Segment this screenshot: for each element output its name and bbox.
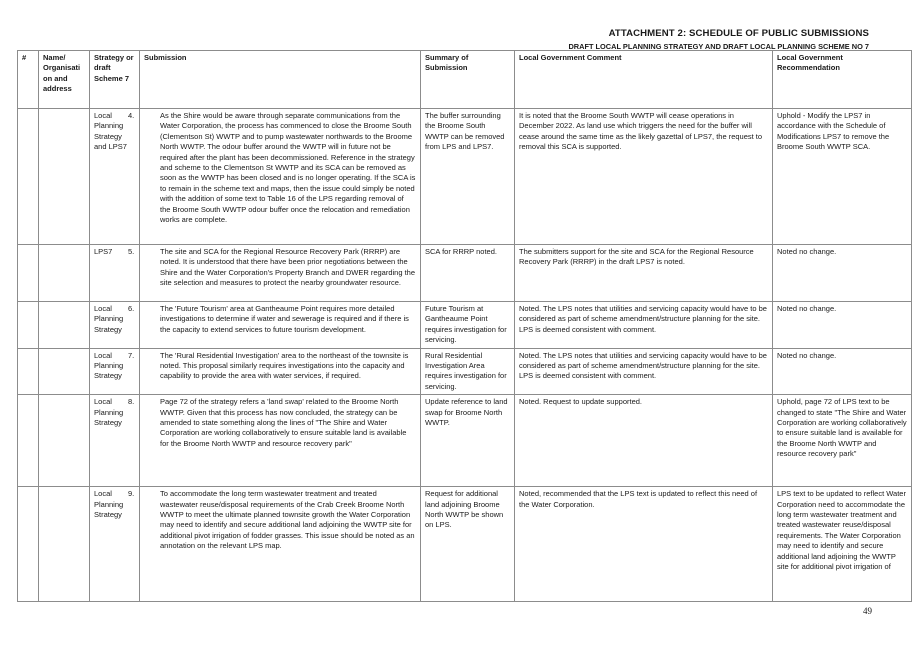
submission-text: As the Shire would be aware through separate communications from the Water Corporation, the process has commenced to close the Broome South (Clementson St) WWTP and to pump wastewater northwards to the Broome North WWTP. The odour buffer around the WWTP will in future not be required after the plant has been decommissioned. Reference in the strategy and scheme to the Clementson St WWTP and its SCA can be removed as soon as the WWTP has been closed and is no longer operating. If the SCA is to remain in the scheme text and maps, then the issue could simply be noted with the addition of some text to Table 16 of the LPS regarding removal of the Broome South WWTP odour buffer once the relocation and remediation works are complete. xyxy=(160,111,416,225)
submission-text: To accommodate the long term wastewater treatment and treated wastewater reuse/disposal requirements of the Crab Creek Broome North WWTP to meet the ultimate planned townsite growth the Water Corporation may need to identify and secure additional land adjoining the WWTP site for additional pivot irrigation of fodder grasses. This issue should be noted as an annotation on the relevant LPS map. xyxy=(160,489,415,551)
submission-text: The 'Future Tourism' area at Gantheaume Point requires more detailed investigations to determine if water and sewerage is required and if there is the capacity to extend services to future tourism development. xyxy=(160,304,409,334)
cell-summary: Request for additional land adjoining Broome North WWTP be shown on LPS. xyxy=(421,487,515,602)
page-number: 49 xyxy=(863,606,872,616)
submission-text: Page 72 of the strategy refers a 'land swap' related to the Broome North WWTP. Given that this process has now concluded, the strategy can be amended to state something along the lines of "The Shire and Water Corporation are working collaboratively to ensure suitable land is available for the Broome North WWTP and resource recovery park" xyxy=(160,397,407,448)
column-header-number: # xyxy=(18,51,39,109)
cell-submission xyxy=(128,348,421,395)
cell-summary: Rural Residential Investigation Area requires investigation for servicing. xyxy=(421,348,515,395)
column-header-summary: Summary of Submission xyxy=(421,51,515,109)
cell-number xyxy=(18,487,39,602)
table-header-row xyxy=(18,51,912,109)
cell-number xyxy=(18,395,39,487)
cell-recommendation: Uphold, page 72 of LPS text to be changed to state "The Shire and Water Corporation are working collaboratively to ensure suitable land is available for the Broome North WWTP and resource recovery park" xyxy=(773,395,912,487)
table-row xyxy=(18,487,912,602)
cell-strategy: LPS7 xyxy=(90,245,140,302)
cell-comment: Noted. The LPS notes that utilities and servicing capacity would have to be considered as part of scheme amendment/structure planning for the site. LPS is deemed consistent with comment. xyxy=(515,302,773,349)
cell-strategy: Local Planning Strategy xyxy=(90,487,140,602)
submission-number: 8. xyxy=(128,397,135,407)
cell-summary: The buffer surrounding the Broome South WWTP can be removed from LPS and LPS7. xyxy=(421,109,515,245)
submission-number: 4. xyxy=(128,111,135,120)
table-row xyxy=(18,395,912,487)
cell-name xyxy=(39,348,90,395)
cell-comment: Noted. Request to update supported. xyxy=(515,395,773,487)
cell-number xyxy=(18,302,39,349)
cell-submission xyxy=(128,395,421,487)
cell-recommendation: Noted no change. xyxy=(773,302,912,349)
cell-name xyxy=(39,395,90,487)
cell-recommendation: LPS text to be updated to reflect Water Corporation need to accommodate the long term wastewater treatment and treated wastewater reuse/disposal requirements. The Water Corporation may need to identify and secure additional land adjoining the WWTP site for additional pivot irrigation of xyxy=(773,487,912,602)
cell-name xyxy=(39,109,90,245)
cell-submission xyxy=(128,109,421,245)
submission-number: 5. xyxy=(128,247,135,256)
table-row xyxy=(18,109,912,245)
submission-text: The 'Rural Residential Investigation' area to the northeast of the townsite is noted. This proposal similarly requires investigations into the capacity and capability to provide the area with water services, if required. xyxy=(160,350,409,381)
document-subtitle: DRAFT LOCAL PLANNING STRATEGY AND DRAFT LOCAL PLANNING SCHEME NO 7 xyxy=(568,42,869,51)
cell-number xyxy=(18,348,39,395)
column-header-strategy: Strategy or draft Scheme 7 xyxy=(90,51,140,109)
submission-number: 9. xyxy=(128,489,135,499)
column-header-comment: Local Government Comment xyxy=(515,51,773,109)
cell-name xyxy=(39,245,90,302)
cell-strategy: Local Planning Strategy xyxy=(90,395,140,487)
submission-number: 6. xyxy=(128,304,135,313)
cell-submission xyxy=(128,487,421,602)
column-header-recommendation: Local Government Recommendation xyxy=(773,51,912,109)
cell-recommendation: Noted no change. xyxy=(773,245,912,302)
cell-summary: Update reference to land swap for Broome North WWTP. xyxy=(421,395,515,487)
submissions-table xyxy=(17,50,912,602)
cell-comment: Noted, recommended that the LPS text is updated to reflect this need of the Water Corporation. xyxy=(515,487,773,602)
cell-comment: It is noted that the Broome South WWTP will cease operations in December 2022. As land use which triggers the need for the buffer will cease around the same time as the likely gazettal of LPS7, the request to removal this SCA is supported. xyxy=(515,109,773,245)
column-header-submission: Submission xyxy=(140,51,421,109)
cell-number xyxy=(18,109,39,245)
cell-name xyxy=(39,302,90,349)
submission-number: 7. xyxy=(128,350,135,360)
page-header xyxy=(568,28,869,51)
cell-strategy: Local Planning Strategy and LPS7 xyxy=(90,109,140,245)
table-row xyxy=(18,302,912,349)
cell-recommendation: Noted no change. xyxy=(773,348,912,395)
cell-comment: The submitters support for the site and SCA for the Regional Resource Recovery Park (RRRP) in the draft LPS7 is noted. xyxy=(515,245,773,302)
column-header-name: Name/ Organisati on and address xyxy=(39,51,90,109)
cell-strategy: Local Planning Strategy xyxy=(90,348,140,395)
cell-submission xyxy=(128,302,421,349)
cell-strategy: Local Planning Strategy xyxy=(90,302,140,349)
cell-summary: SCA for RRRP noted. xyxy=(421,245,515,302)
submission-text: The site and SCA for the Regional Resource Recovery Park (RRRP) are noted. It is understood that there have been prior negotiations between the Shire and the Water Corporation's Property Branch and DWER regarding the site selection and measures to protect the nearby groundwater resource. xyxy=(160,247,416,288)
cell-name xyxy=(39,487,90,602)
table-row xyxy=(18,245,912,302)
cell-comment: Noted. The LPS notes that utilities and servicing capacity would have to be considered as part of scheme amendment/structure planning for the site. LPS is deemed consistent with comment. xyxy=(515,348,773,395)
cell-recommendation: Uphold - Modify the LPS7 in accordance with the Schedule of Modifications LPS7 to remove the Broome South WWTP SCA. xyxy=(773,109,912,245)
document-title: ATTACHMENT 2: SCHEDULE OF PUBLIC SUBMISSIONS xyxy=(608,28,869,39)
cell-submission xyxy=(128,245,421,302)
table-row xyxy=(18,348,912,395)
cell-summary: Future Tourism at Gantheaume Point requires investigation for servicing. xyxy=(421,302,515,349)
cell-number xyxy=(18,245,39,302)
